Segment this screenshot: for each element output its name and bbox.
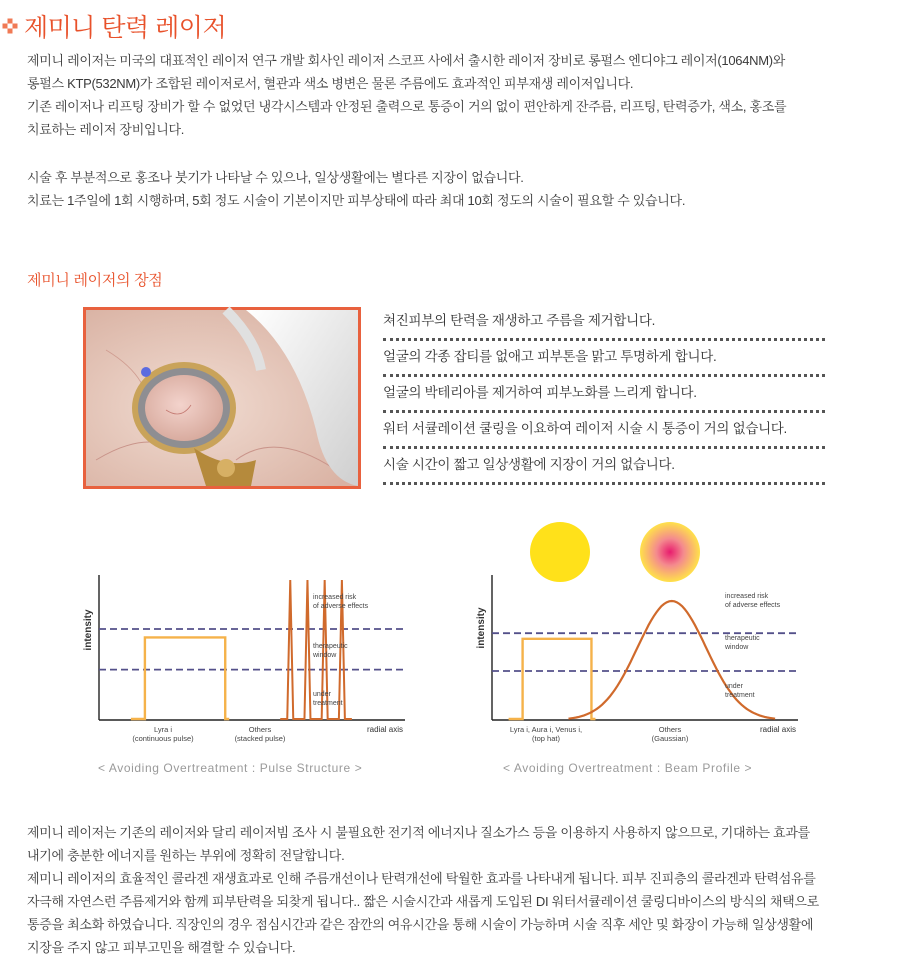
intro-paragraph: [27, 49, 786, 141]
notes-paragraph: [27, 166, 685, 212]
label-line: of adverse effects: [725, 602, 781, 609]
label-line: (top hat): [532, 734, 560, 743]
label-line: treatment: [725, 692, 755, 699]
region-label-window: [724, 635, 760, 651]
y-axis-label: intensity: [83, 609, 94, 651]
intro-line: 롱펄스 KTP(532NM)가 조합된 레이저로서, 혈관과 색소 병변은 물론 주름에도 효과적인 피부재생 레이저입니다.: [27, 76, 634, 91]
details-line: 제미니 레이저는 기존의 레이저와 달리 레이저빔 조사 시 불필요한 전기적 에너지나 질소가스 등을 이용하지 사용하지 않으므로, 기대하는 효과를: [27, 825, 810, 840]
region-label-high-risk: [725, 593, 781, 609]
page-title: 제미니 탄력 레이저: [24, 14, 227, 42]
chart-caption-beam: < Avoiding Overtreatment : Beam Profile >: [503, 761, 753, 775]
chart-caption-pulse: < Avoiding Overtreatment : Pulse Structure >: [98, 761, 363, 775]
label-line: of adverse effects: [313, 603, 369, 610]
notes-line: 시술 후 부분적으로 홍조나 붓기가 나타날 수 있으나, 일상생활에는 별다른 지장이 없습니다.: [27, 170, 524, 185]
pulse-structure-chart: [85, 510, 415, 755]
flower-bullet-icon: [2, 18, 18, 34]
x-axis-label: radial axis: [759, 725, 796, 734]
label-line: treatment: [313, 700, 343, 707]
x-axis-label: radial axis: [366, 725, 403, 734]
y-axis-label: intensity: [476, 607, 487, 649]
region-label-line: increased risk: [725, 593, 769, 600]
series-label-stacked-pulse: [235, 725, 286, 743]
list-item: 얼굴의 각종 잡티를 없애고 피부톤을 맑고 투명하게 합니다.: [383, 341, 825, 377]
details-line: 내기에 충분한 에너지를 원하는 부위에 정확히 전달합니다.: [27, 848, 345, 863]
region-label-line: therapeutic: [313, 643, 348, 650]
series-label-gaussian: [652, 725, 689, 743]
details-line: 지장을 주지 않고 피부고민을 해결할 수 있습니다.: [27, 940, 296, 955]
notes-line: 치료는 1주일에 1회 시행하며, 5회 정도 시술이 기본이지만 피부상태에 따라 최대 10회 정도의 시술이 필요할 수 있습니다.: [27, 193, 686, 208]
region-label-line: under: [725, 683, 743, 690]
details-line: 자극해 자연스런 주름제거와 함께 피부탄력을 되찾게 됩니다.. 짧은 시술시간과 새롭게 도입된 DI 워터서큘레이션 쿨링디바이스의 방식의 채택으로: [27, 894, 819, 909]
page-header: [2, 8, 226, 44]
details-line: 제미니 레이저의 효율적인 콜라겐 재생효과로 인해 주름개선이나 탄력개선에 탁월한 효과를 나타내게 됩니다. 피부 진피층의 콜라겐과 탄력섬유를: [27, 871, 816, 886]
series-label-top-hat: [132, 725, 194, 743]
series-line-top-hat: [131, 637, 229, 719]
series-line-gaussian: [569, 601, 776, 719]
gaussian-beam-spot: [640, 522, 700, 582]
series-label-line: Others: [248, 725, 272, 734]
beam-profile-chart: [478, 510, 808, 755]
list-item: 쳐진피부의 탄력을 재생하고 주름을 제거합니다.: [383, 305, 825, 341]
label-line: (stacked pulse): [234, 734, 286, 743]
list-item: 워터 서큘레이션 쿨링을 이요하여 레이저 시술 시 통증이 거의 없습니다.: [383, 413, 825, 449]
intro-line: 기존 레이저나 리프팅 장비가 할 수 없었던 냉각시스템과 안정된 출력으로 통증이 거의 없이 편안하게 잔주름, 리프팅, 탄력증가, 색소, 홍조를: [27, 99, 787, 114]
details-line: 통증을 최소화 하였습니다. 직장인의 경우 점심시간과 같은 잠깐의 여유시간을 통해 시술이 가능하며 시술 직후 세안 및 화장이 가능해 일상생활에: [27, 917, 814, 932]
series-label-top-hat: [510, 725, 582, 743]
treatment-photo: [83, 307, 361, 489]
advantages-list: [383, 305, 825, 485]
intro-line: 치료하는 레이저 장비입니다.: [27, 122, 185, 137]
region-label-line: increased risk: [313, 594, 357, 601]
series-label-line: Lyra i: [153, 725, 173, 734]
top-hat-beam-spot: [530, 522, 590, 582]
label-line: (Gaussian): [651, 734, 689, 743]
series-label-line: Lyra i, Aura i, Venus i,: [509, 725, 583, 734]
region-label-line: under: [313, 691, 331, 698]
advantages-title: 제미니 레이저의 장점: [27, 272, 163, 289]
label-line: (continuous pulse): [132, 734, 194, 743]
list-item: 시술 시간이 짧고 일상생활에 지장이 거의 없습니다.: [383, 449, 825, 485]
series-line-top-hat: [509, 639, 596, 719]
intro-line: 제미니 레이저는 미국의 대표적인 레이저 연구 개발 회사인 레이저 스코프 사에서 출시한 레이저 장비로 롱펄스 엔디야그 레이저(1064NM)와: [27, 53, 786, 68]
details-paragraph: [27, 821, 819, 959]
label-line: window: [725, 644, 749, 651]
label-line: window: [313, 652, 337, 659]
region-label-line: therapeutic: [725, 635, 760, 642]
list-item: 얼굴의 박테리아를 제거하여 피부노화를 느리게 합니다.: [383, 377, 825, 413]
series-label-line: Others: [658, 725, 682, 734]
